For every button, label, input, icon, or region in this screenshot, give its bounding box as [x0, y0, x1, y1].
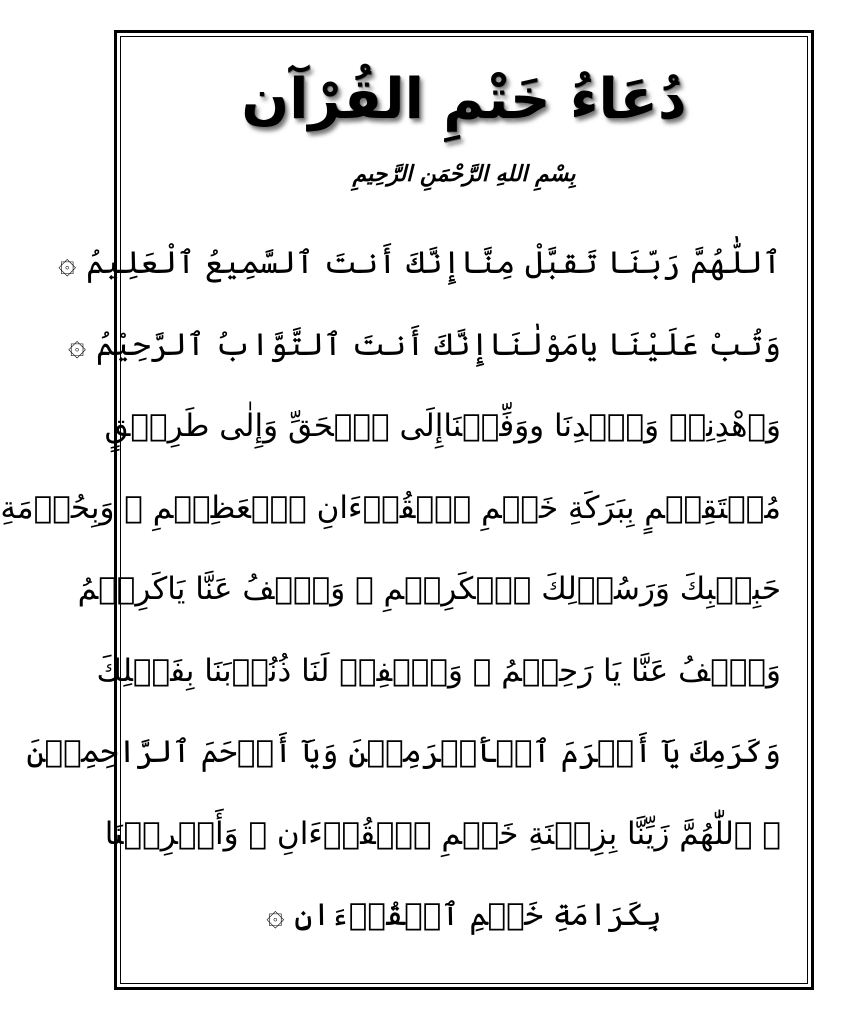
prayer-line: مُسۡتَقِيۡمٍ بِبَرَكَةِ خَتۡمِ ٱلۡقُرۡءَانِ ٱلۡعَظِيۡمِ ۞ وَبِحُرۡمَةِ [0, 489, 781, 526]
page-border-frame [0, 30, 814, 990]
prayer-line: ٱللّٰهُمَّ رَبّنَا تَقبَّلْ مِنَّاإِنَّكَ أَنتَ ٱلسَّمِيعُ ٱلْعَلِيمُ ۞ [58, 245, 781, 281]
prayer-text-body [0, 223, 781, 957]
prayer-line: وَٱهْدِنِىۡ وَٱهۡدِنَا ووَفِّقۡنَاإِلَى ٱلۡحَقِّ وَإِلٰى طَرِيۡقٍ [104, 408, 781, 444]
prayer-line: ۞ ٱللّٰهُمَّ زَيِّنَّا بِزِيۡنَةِ خَتۡمِ ٱلۡقُرۡءَانِ ۞ وَأَكۡرِمۡنَا [104, 815, 781, 852]
prayer-line: وَتُبْ عَلَيْنَا يامَوْلٰنَاإِنَّكَ أَنتَ ٱلتَّوَّابُ ٱلرَّحِيْمُ ۞ [67, 326, 781, 363]
prayer-line: وَكَرَمِكَ يَآ أَكۡرَمَ ٱلۡأَكۡرَمِيۡنَ وَيَآ أَرۡحَمَ ٱلرَّاحِمِيۡنَ [26, 734, 781, 770]
prayer-line: بِكَرَامَةِ خَتۡمِ ٱلۡقُرۡءَانِ ۞ [266, 897, 662, 933]
prayer-line: حَبِيۡبِكَ وَرَسُوۡلِكَ ٱلۡكَرِيۡمِ ۞ وَٱعۡفُ عَنَّا يَاكَرِيۡمُ [77, 571, 781, 607]
page-title: دُعَاءُ خَتْمِ القُرْآن [241, 67, 687, 132]
prayer-line: وَٱعۡفُ عَنَّا يَا رَحِيۡمُ ۞ وَٱغۡفِرۡ لَنَا ذُنُوۡبَنَا بِفَضۡلِكَ [96, 652, 781, 689]
basmala-calligraphy: بِسْمِ اللهِ الرَّحْمَنِ الرَّحِيمِ [352, 161, 576, 187]
